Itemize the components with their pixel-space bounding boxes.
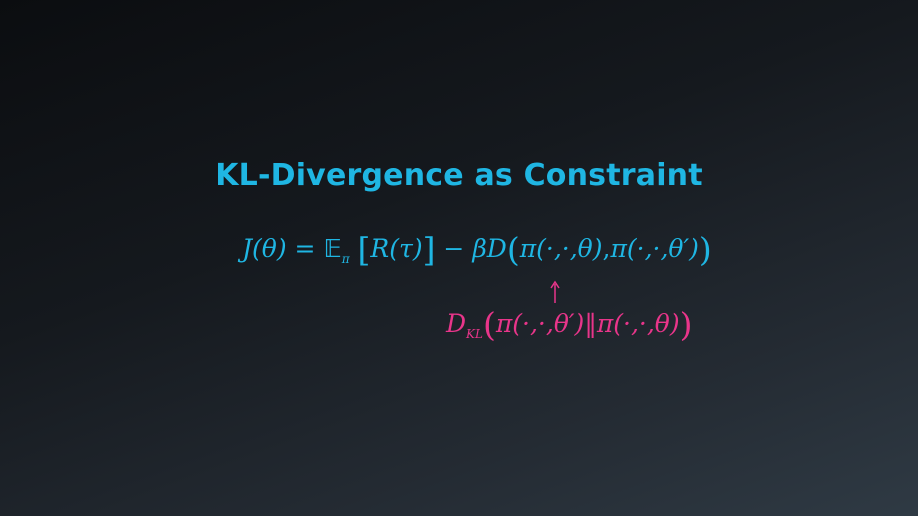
policy-old: π(·,·,θ′) [610,234,699,263]
kl-close-paren: ) [679,305,693,344]
kl-policy-old: π(·,·,θ′) [495,309,585,338]
reward-term: R(τ) [370,234,423,263]
objective-equation [242,230,712,269]
open-bracket: [ [357,230,371,269]
policy-current: π(·,·,θ) [519,234,603,263]
kl-symbol: D [446,309,467,338]
equals-sign: = [294,234,316,263]
expectation-symbol: 𝔼 [323,234,342,263]
minus-sign: − [443,234,465,263]
open-paren: ( [506,230,520,269]
expectation-subscript: π [341,252,350,266]
up-arrow-icon [549,280,561,304]
close-paren: ) [698,230,712,269]
beta-divergence: βD [472,234,507,263]
slide-title: KL-Divergence as Constraint [215,158,703,193]
objective-lhs: J(θ) [242,234,287,263]
kl-policy-current: π(·,·,θ) [596,309,680,338]
kl-divergence-equation [446,305,693,344]
close-bracket: ] [422,230,436,269]
kl-subscript: KL [466,327,483,341]
kl-open-paren: ( [482,305,496,344]
arg-comma: , [602,234,611,263]
kl-separator: ‖ [584,309,597,338]
